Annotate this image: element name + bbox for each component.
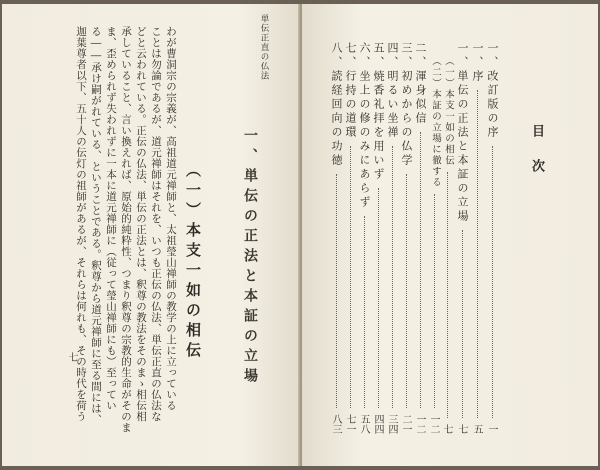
toc-entry-label: 四、明るい坐禅 bbox=[386, 42, 399, 140]
toc-entry-label: （二）本証の立場に徹する bbox=[430, 56, 441, 188]
body-line: どと云われている。正伝の仏法、単伝の正法とは、釈尊の教法をそのまゝ相伝相 bbox=[135, 26, 147, 422]
toc-entry bbox=[370, 42, 386, 434]
toc-entry bbox=[426, 42, 442, 434]
body-line: わが曹洞宗の宗義が、高祖道元禅師と、太祖瑩山禅師の教学の上に立っている bbox=[165, 26, 177, 411]
toc-entry bbox=[398, 42, 414, 434]
toc-leader-dots bbox=[378, 188, 379, 408]
toc-leader-dots bbox=[477, 90, 478, 418]
toc-entry-page: 一 bbox=[486, 424, 497, 434]
right-page bbox=[302, 4, 598, 466]
toc-entry-page: 五 bbox=[471, 424, 482, 434]
toc-entry-page: 七 bbox=[441, 424, 452, 434]
toc-entry bbox=[342, 42, 358, 434]
body-line: 迦葉尊者以下、五十人の伝灯の祖師があるが、それらは何れも、その時代を荷う bbox=[75, 26, 87, 422]
running-header: 単伝正直の仏法 bbox=[259, 14, 269, 81]
toc-leader-dots bbox=[364, 216, 365, 408]
toc-entry-label: 七、行持の道環 bbox=[344, 42, 357, 140]
toc-leader-dots bbox=[434, 194, 435, 408]
toc-entry bbox=[484, 42, 500, 434]
toc-entry bbox=[454, 42, 470, 434]
toc-entry-label: 六、坐上の修のみにあらず bbox=[358, 42, 371, 210]
toc-entry bbox=[469, 42, 485, 434]
chapter-heading: 一、単伝の正法と本証の立場 bbox=[242, 128, 258, 388]
toc-leader-dots bbox=[350, 146, 351, 408]
toc-entry-label: 二、渾身似信 bbox=[414, 42, 427, 126]
toc-entry-page: 一二 bbox=[428, 414, 439, 434]
toc-entry-label: 五、焼香礼拝を用いず bbox=[372, 42, 385, 182]
body-line: る――承け嗣がれている、ということである。釈尊から道元禅師に至る間には、 bbox=[90, 26, 102, 425]
toc-entry-page: 二一 bbox=[400, 414, 411, 434]
toc-leader-dots bbox=[420, 132, 421, 408]
body-line: ま、歪められず失われずに一本に道元禅師に（従って瑩山禅師にも）至ってい bbox=[105, 26, 117, 411]
toc-entry-page: 七一 bbox=[344, 414, 355, 434]
toc-leader-dots bbox=[462, 230, 463, 418]
body-line: ことは勿論であるが、道元禅師はそれを、いつも正伝の仏法、単伝正直の仏法な bbox=[150, 26, 162, 422]
toc-entry bbox=[328, 42, 344, 434]
toc-leader-dots bbox=[492, 146, 493, 418]
toc-entry-page: 四四 bbox=[372, 414, 383, 434]
toc-entry-page: 三四 bbox=[386, 414, 397, 434]
toc-entry bbox=[384, 42, 400, 434]
toc-leader-dots bbox=[392, 146, 393, 408]
toc-entry-label: 一、序 bbox=[471, 42, 484, 84]
toc-entry bbox=[356, 42, 372, 434]
left-page bbox=[2, 4, 300, 466]
toc-entry-label: 三、初めからの仏学 bbox=[400, 42, 413, 168]
toc-entry-label: 一、単伝の正法と本証の立場 bbox=[456, 42, 469, 224]
toc-entry-page: 一二 bbox=[414, 414, 425, 434]
toc-entry-label: 八、読経回向の功徳 bbox=[330, 42, 343, 168]
toc-leader-dots bbox=[406, 174, 407, 408]
section-heading: （一）本支一如の相伝 bbox=[184, 162, 202, 362]
toc-entry-page: 八三 bbox=[330, 414, 341, 434]
toc-leader-dots bbox=[336, 174, 337, 408]
toc-title: 目次 bbox=[529, 124, 544, 194]
page-number: 七 bbox=[66, 352, 77, 362]
toc-leader-dots bbox=[447, 172, 448, 418]
toc-entry-page: 七 bbox=[456, 424, 467, 434]
book-spread bbox=[2, 4, 598, 466]
body-line: 承していること、言い換えれば、原始的純粋性、つまり釈尊の宗教的生命がそのま bbox=[120, 26, 132, 433]
toc-entry-label: 一、改訂版の序 bbox=[486, 42, 499, 140]
toc-entry-page: 五八 bbox=[358, 414, 369, 434]
toc-entry bbox=[412, 42, 428, 434]
toc-entry-label: （一）本支一如の相伝 bbox=[443, 56, 454, 166]
